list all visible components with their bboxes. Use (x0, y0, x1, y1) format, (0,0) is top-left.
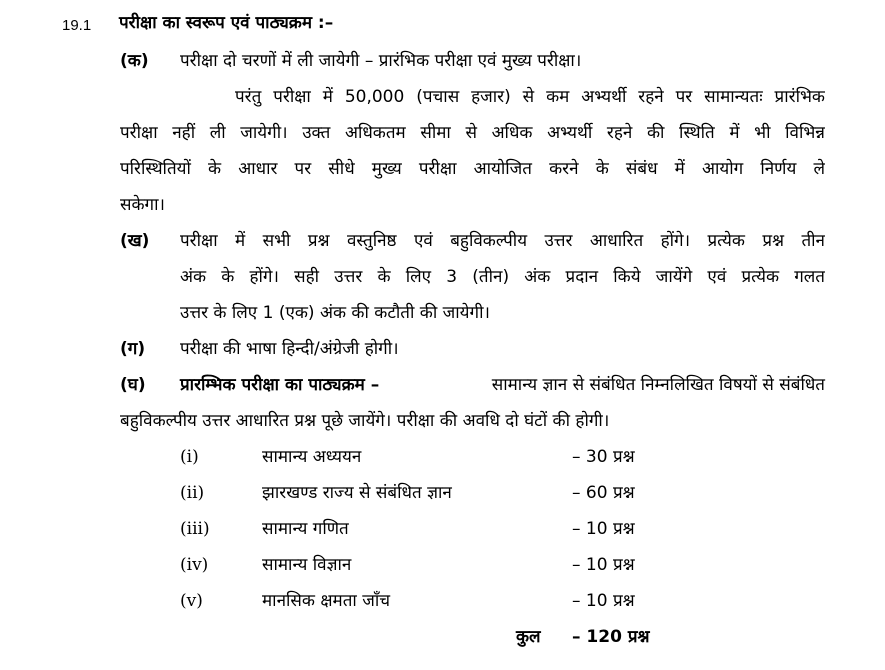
item-gha-line1 (180, 374, 825, 396)
item-ka-para-line: परिस्थितियों के आधार पर सीधे मुख्य परीक्षा आयोजित करने के संबंध में आयोग निर्णय ले (120, 159, 825, 179)
syllabus-num: (i) (180, 447, 199, 467)
syllabus-subject: झारखण्ड राज्य से संबंधित ज्ञान (262, 483, 452, 503)
syllabus-intro-text: सामान्य ज्ञान से संबंधित निम्नलिखित विषयों से संबंधित (491, 375, 825, 395)
item-ka-para-line: परंतु परीक्षा में 50,000 (पचास हजार) से कम अभ्यर्थी रहने पर सामान्यतः प्रारंभिक (235, 87, 825, 107)
syllabus-num: (ii) (180, 483, 205, 503)
syllabus-num: (v) (180, 591, 203, 611)
syllabus-count: – 30 प्रश्न (572, 447, 635, 467)
syllabus-count: – 10 प्रश्न (572, 519, 635, 539)
syllabus-count: – 10 प्रश्न (572, 591, 635, 611)
item-label-kha: (ख) (120, 231, 150, 251)
item-label-gha: (घ) (120, 375, 146, 395)
item-ga-text: परीक्षा की भाषा हिन्दी/अंग्रेजी होगी। (180, 339, 399, 359)
syllabus-heading: प्रारम्भिक परीक्षा का पाठ्यक्रम – (180, 375, 380, 395)
item-kha-line: अंक के होंगे। सही उत्तर के लिए 3 (तीन) अंक प्रदान किये जायेंगे एवं प्रत्येक गलत (180, 267, 825, 287)
item-gha-line2: बहुविकल्पीय उत्तर आधारित प्रश्न पूछे जायेंगे। परीक्षा की अवधि दो घंटों की होगी। (120, 411, 610, 431)
item-ka-para-line: परीक्षा नहीं ली जायेगी। उक्त अधिकतम सीमा से अधिक अभ्यर्थी रहने की स्थिति में भी विभिन्न (120, 123, 825, 143)
item-label-ka: (क) (120, 51, 149, 71)
syllabus-subject: मानसिक क्षमता जाँच (262, 591, 391, 611)
section-number: 19.1 (62, 17, 92, 34)
item-label-ga: (ग) (120, 339, 146, 359)
syllabus-subject: सामान्य गणित (262, 519, 349, 539)
total-label: कुल (516, 627, 541, 647)
item-kha-line: उत्तर के लिए 1 (एक) अंक की कटौती की जायेगी। (180, 303, 490, 323)
syllabus-num: (iii) (180, 519, 210, 539)
syllabus-subject: सामान्य अध्ययन (262, 447, 362, 467)
item-ka-para-line: सकेगा। (120, 195, 165, 215)
syllabus-num: (iv) (180, 555, 209, 575)
syllabus-count: – 10 प्रश्न (572, 555, 635, 575)
section-title: परीक्षा का स्वरूप एवं पाठ्यक्रम :– (119, 13, 334, 33)
item-kha-line: परीक्षा में सभी प्रश्न वस्तुनिष्ठ एवं बहुविकल्पीय उत्तर आधारित होंगे। प्रत्येक प्रश्न तीन (180, 231, 825, 251)
item-ka-text: परीक्षा दो चरणों में ली जायेगी – प्रारंभिक परीक्षा एवं मुख्य परीक्षा। (180, 51, 582, 71)
syllabus-count: – 60 प्रश्न (572, 483, 635, 503)
syllabus-subject: सामान्य विज्ञान (262, 555, 352, 575)
total-value: – 120 प्रश्न (572, 627, 650, 647)
